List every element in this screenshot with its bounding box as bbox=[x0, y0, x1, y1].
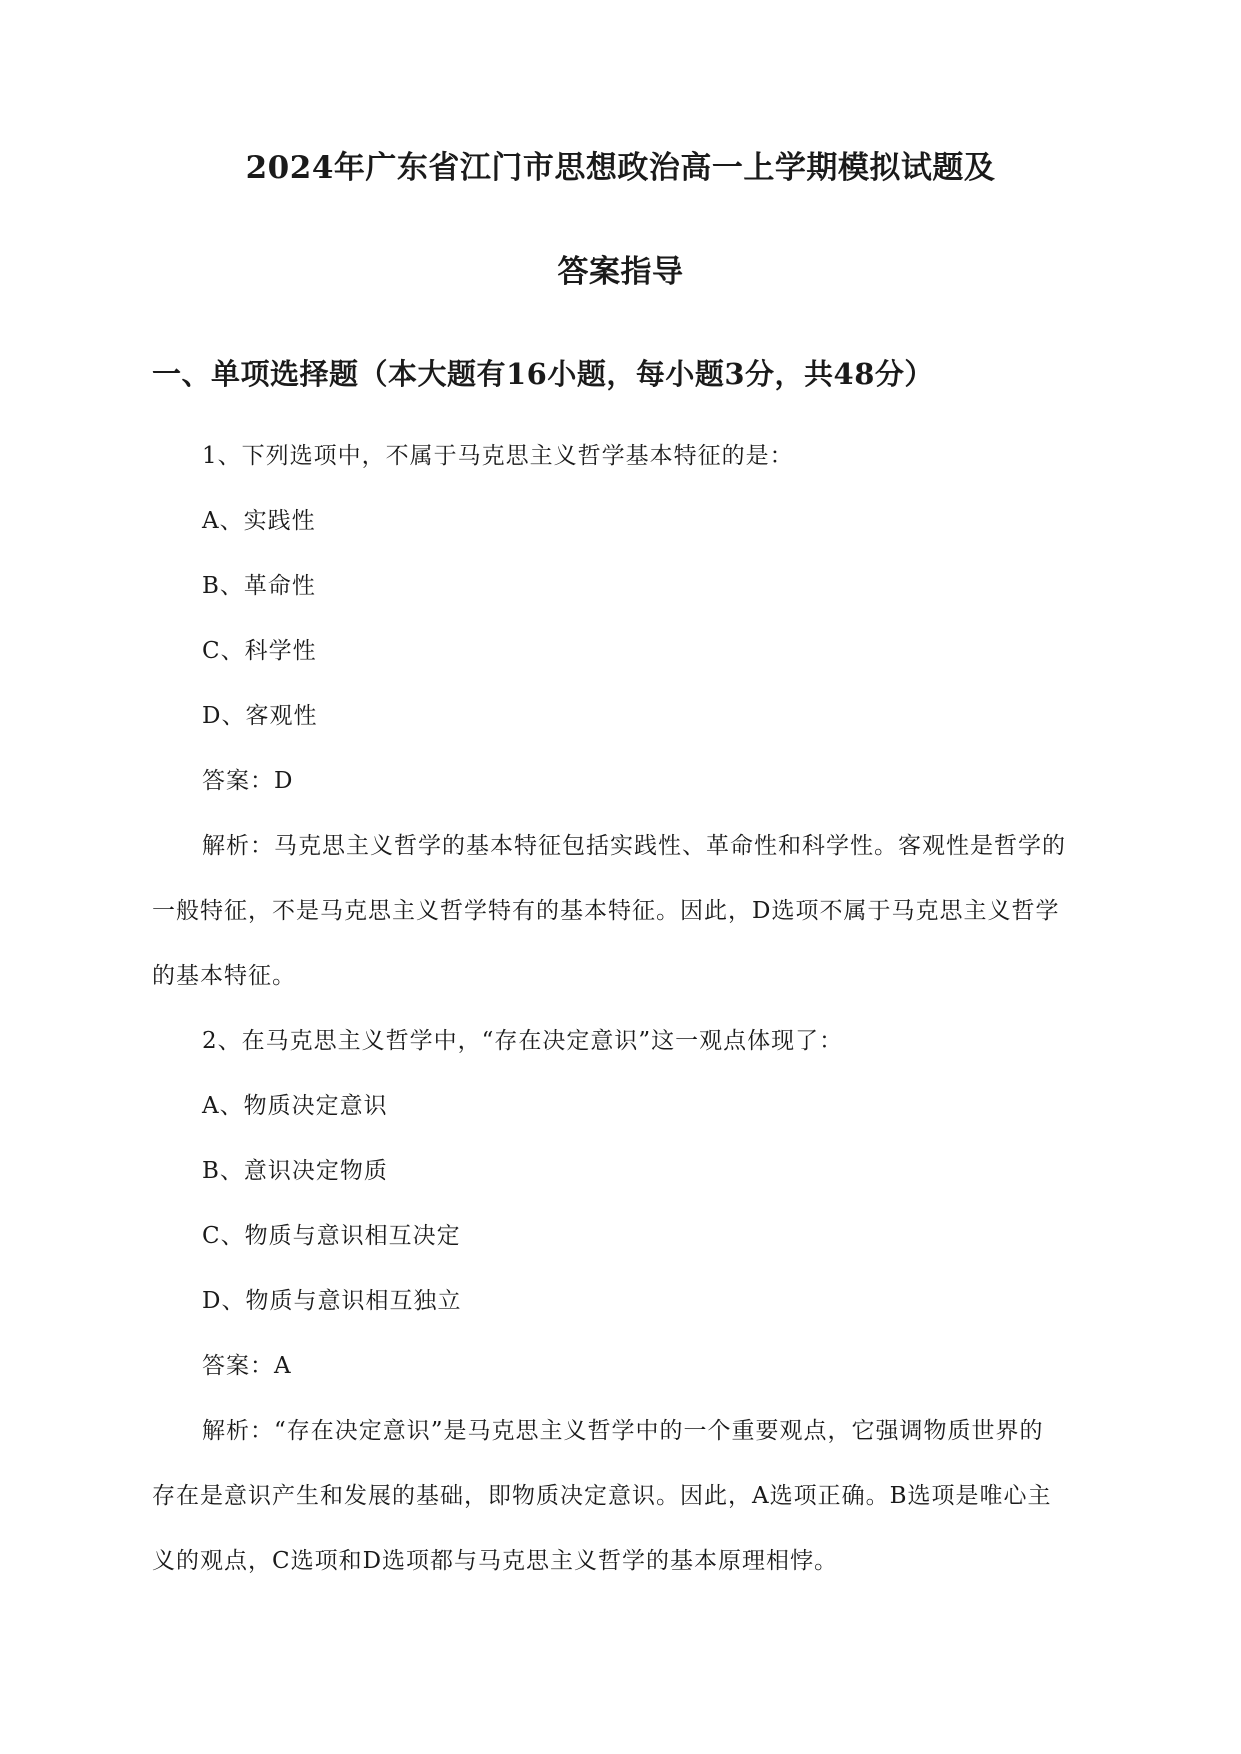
question-1-stem: 1、下列选项中，不属于马克思主义哲学基本特征的是： bbox=[202, 443, 794, 469]
question-2-analysis-line-1: 解析：“存在决定意识”是马克思主义哲学中的一个重要观点，它强调物质世界的 bbox=[202, 1418, 1044, 1444]
question-2-stem: 2、在马克思主义哲学中，“存在决定意识”这一观点体现了： bbox=[202, 1028, 844, 1054]
question-1-analysis-line-1: 解析：马克思主义哲学的基本特征包括实践性、革命性和科学性。客观性是哲学的 bbox=[202, 833, 1066, 859]
question-1-analysis-line-3: 的基本特征。 bbox=[152, 963, 296, 989]
question-1-option-a: A、实践性 bbox=[202, 508, 316, 534]
section-heading: 一、单项选择题（本大题有16小题，每小题3分，共48分） bbox=[152, 357, 934, 391]
question-2-analysis-line-2: 存在是意识产生和发展的基础，即物质决定意识。因此，A选项正确。B选项是唯心主 bbox=[152, 1483, 1052, 1509]
question-2-option-d: D、物质与意识相互独立 bbox=[202, 1288, 462, 1314]
question-2-option-b: B、意识决定物质 bbox=[202, 1158, 388, 1184]
question-1-answer: 答案：D bbox=[202, 768, 294, 794]
question-1-option-b: B、革命性 bbox=[202, 573, 316, 599]
document-title-line-1: 2024年广东省江门市思想政治高一上学期模拟试题及 bbox=[245, 150, 996, 186]
question-2-option-c: C、物质与意识相互决定 bbox=[202, 1223, 461, 1249]
question-1-option-c: C、科学性 bbox=[202, 638, 317, 664]
question-2-answer: 答案：A bbox=[202, 1353, 292, 1379]
question-1-option-d: D、客观性 bbox=[202, 703, 318, 729]
question-1-analysis-line-2: 一般特征，不是马克思主义哲学特有的基本特征。因此，D选项不属于马克思主义哲学 bbox=[152, 898, 1060, 924]
document-title-line-2: 答案指导 bbox=[557, 254, 684, 290]
question-2-option-a: A、物质决定意识 bbox=[202, 1093, 388, 1119]
question-2-analysis-line-3: 义的观点，C选项和D选项都与马克思主义哲学的基本原理相悖。 bbox=[152, 1548, 839, 1574]
